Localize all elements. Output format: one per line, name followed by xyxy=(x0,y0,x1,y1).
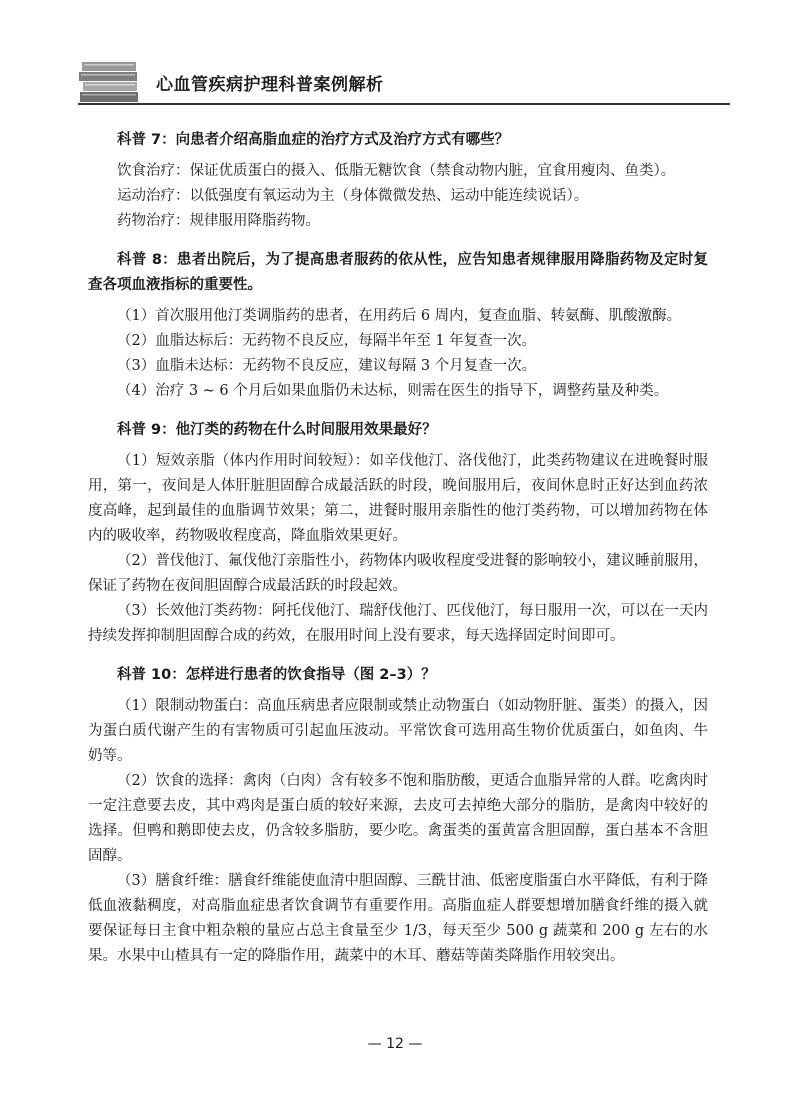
paragraph: （1）限制动物蛋白：高血压病患者应限制或禁止动物蛋白（如动物肝脏、蛋类）的摄入，因为蛋白质代谢产生的有害物质可引起血压波动。平常饮食可选用高生物价优质蛋白，如鱼肉、牛奶等。 xyxy=(88,698,708,764)
page-header xyxy=(78,58,730,106)
paragraph: （3）血脂未达标：无药物不良反应，建议每隔 3 个月复查一次。 xyxy=(117,358,537,374)
paragraph: （1）短效亲脂（体内作用时间较短）：如辛伐他汀、洛伐他汀，此类药物建议在进晚餐时服用，第一，夜间是人体肝脏胆固醇合成最活跃的时段，晚间服用后，夜间休息时正好达到血药浓度高峰，起到最佳的血脂调节效果；第二，进餐时服用亲脂性的他汀类药物，可以增加药物在体内的吸收率，药物吸收程度高，降血脂效果更好。 xyxy=(88,453,708,544)
paragraph: （3）长效他汀类药物：阿托伐他汀、瑞舒伐他汀、匹伐他汀，每日服用一次，可以在一天内持续发挥抑制胆固醇合成的药效，在服用时间上没有要求，每天选择固定时间即可。 xyxy=(88,603,708,644)
section-7 xyxy=(88,128,708,234)
section-heading: 科普 10：怎样进行患者的饮食指导（图 2–3）？ xyxy=(117,667,436,683)
section-9 xyxy=(88,418,708,649)
paragraph: （1）首次服用他汀类调脂药的患者，在用药后 6 周内，复查血脂、转氨酶、肌酸激酶。 xyxy=(117,308,682,324)
stacked-books-icon xyxy=(78,58,142,106)
running-title: 心血管疾病护理科普案例解析 xyxy=(156,75,384,95)
paragraph: 药物治疗：规律服用降脂药物。 xyxy=(117,213,320,229)
section-heading: 科普 7：向患者介绍高脂血症的治疗方式及治疗方式有哪些？ xyxy=(117,132,510,148)
paragraph: （2）普伐他汀、氟伐他汀亲脂性小，药物体内吸收程度受进餐的影响较小，建议睡前服用，保证了药物在夜间胆固醇合成最活跃的时段起效。 xyxy=(88,553,708,594)
paragraph: （4）治疗 3 ~ 6 个月后如果血脂仍未达标，则需在医生的指导下，调整药量及种类。 xyxy=(117,383,669,399)
paragraph: （2）血脂达标后：无药物不良反应，每隔半年至 1 年复查一次。 xyxy=(117,333,537,349)
page-body xyxy=(88,128,708,983)
section-8 xyxy=(88,248,708,404)
paragraph: （3）膳食纤维：膳食纤维能使血清中胆固醇、三酰甘油、低密度脂蛋白水平降低，有利于降低血液黏稠度，对高脂血症患者饮食调节有重要作用。高脂血症人群要想增加膳食纤维的摄入就要保证每日主食中粗杂粮的量应占总主食量至少 1/3，每天至少 500 g 蔬菜和 200 g 左右的水果。水果中山楂具有一定的降脂作用，蔬菜中的木耳、蘑菇等菌类降脂作用较突出。 xyxy=(88,873,708,964)
paragraph: 饮食治疗：保证优质蛋白的摄入、低脂无糖饮食（禁食动物内脏，宜食用瘦肉、鱼类）。 xyxy=(117,163,676,179)
section-10 xyxy=(88,663,708,969)
paragraph: 运动治疗：以低强度有氧运动为主（身体微微发热、运动中能连续说话）。 xyxy=(117,188,589,204)
paragraph: （2）饮食的选择：禽肉（白肉）含有较多不饱和脂肪酸，更适合血脂异常的人群。吃禽肉时一定注意要去皮，其中鸡肉是蛋白质的较好来源，去皮可去掉绝大部分的脂肪，是禽肉中较好的选择。但鸭和鹅即使去皮，仍含较多脂肪，要少吃。禽蛋类的蛋黄富含胆固醇，蛋白基本不含胆固醇。 xyxy=(88,773,708,864)
header-rule xyxy=(78,103,730,105)
section-heading: 科普 8：患者出院后，为了提高患者服药的依从性，应告知患者规律服用降脂药物及定时复查各项血液指标的重要性。 xyxy=(88,252,708,293)
section-heading: 科普 9：他汀类的药物在什么时间服用效果最好？ xyxy=(117,422,437,438)
page-number: — 12 — xyxy=(367,1036,423,1052)
